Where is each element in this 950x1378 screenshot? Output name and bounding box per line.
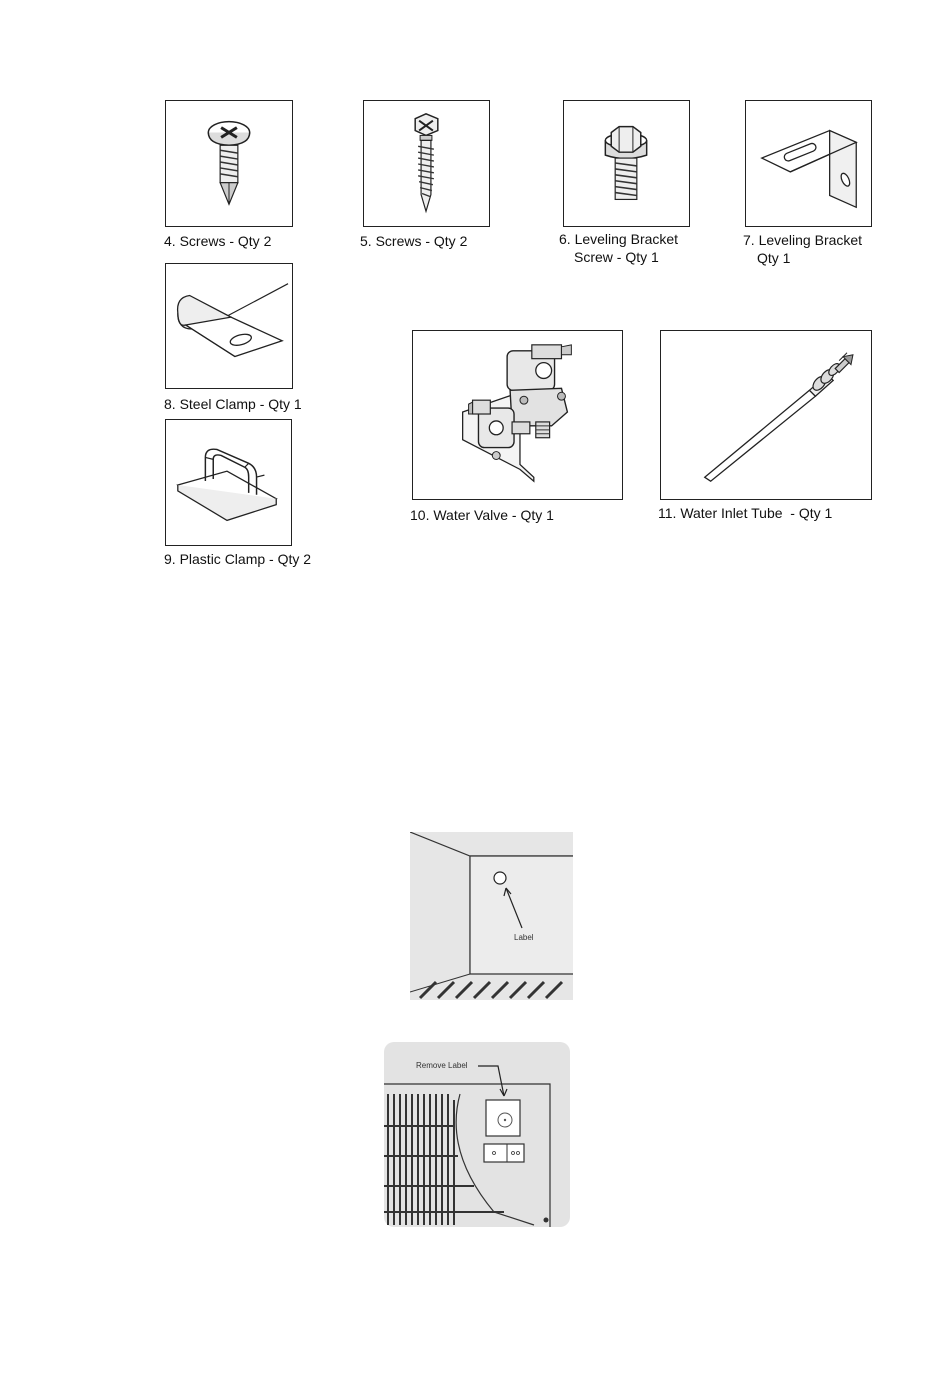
l-bracket-icon — [746, 101, 871, 226]
part-4-caption: 4. Screws - Qty 2 — [164, 233, 272, 249]
part-10-water-valve-image — [412, 330, 623, 500]
part-8-steel-clamp-image — [165, 263, 293, 389]
part-9-caption: 9. Plastic Clamp - Qty 2 — [164, 551, 312, 567]
part-7-bracket-image — [745, 100, 872, 227]
part-5-caption: 5. Screws - Qty 2 — [360, 233, 468, 249]
water-valve-icon — [413, 331, 622, 499]
freezer-interior-label-figure — [410, 832, 573, 1000]
interior-label-text: Label — [514, 933, 534, 942]
part-6-bracket-screw-image — [563, 100, 690, 227]
part-6-caption-line2: Screw - Qty 1 — [574, 249, 659, 265]
hex-bolt-icon — [564, 101, 689, 226]
water-inlet-tube-icon — [661, 331, 871, 499]
plastic-clamp-icon — [166, 420, 291, 545]
part-7-caption-line2: Qty 1 — [757, 250, 791, 266]
part-4-screw-image — [165, 100, 293, 227]
part-7-caption-line1: 7. Leveling Bracket — [743, 232, 863, 248]
part-8-caption: 8. Steel Clamp - Qty 1 — [164, 396, 302, 412]
part-5-screw-image — [363, 100, 490, 227]
part-9-plastic-clamp-image — [165, 419, 292, 546]
rear-panel-icon — [384, 1042, 570, 1227]
pan-head-screw-icon — [166, 101, 292, 226]
part-10-caption: 10. Water Valve - Qty 1 — [410, 507, 554, 523]
part-6-caption-line1: 6. Leveling Bracket — [559, 231, 679, 247]
freezer-interior-icon — [410, 832, 573, 1000]
part-11-water-inlet-tube-image — [660, 330, 872, 500]
rear-panel-remove-label-figure — [384, 1042, 570, 1227]
hex-head-wood-screw-icon — [364, 101, 489, 226]
steel-clamp-icon — [166, 264, 292, 388]
remove-label-text: Remove Label — [416, 1061, 468, 1070]
part-11-caption: 11. Water Inlet Tube - Qty 1 — [658, 505, 833, 521]
